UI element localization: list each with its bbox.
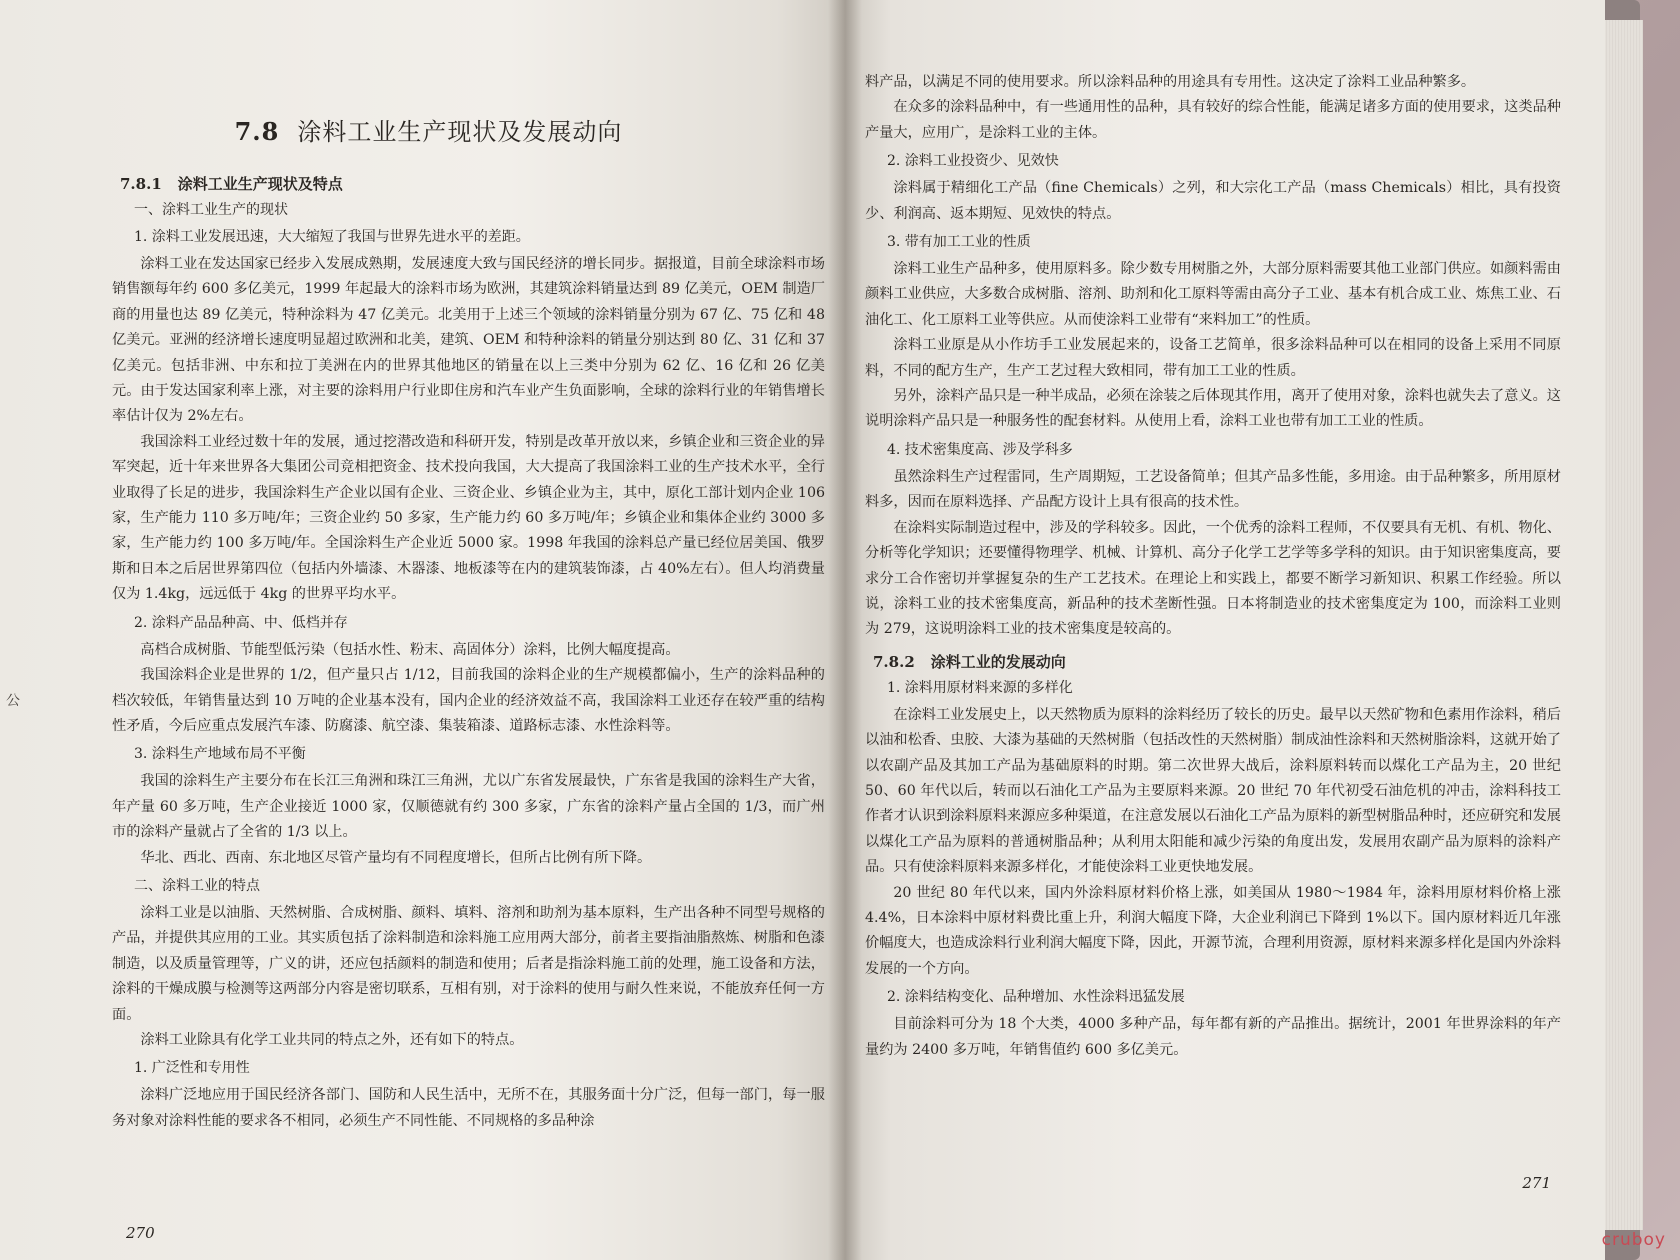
text-heading: 2. 涂料结构变化、品种增加、水性涂料迅猛发展 (887, 989, 1185, 1006)
right-page-body-continued (865, 676, 1561, 1063)
subsection-number: 7.8.1 (120, 175, 162, 193)
text-heading: 2. 涂料产品品种高、中、低档并存 (134, 614, 348, 631)
text-paragraph: 涂料工业除具有化学工业共同的特点之外，还有如下的特点。 (140, 1031, 524, 1048)
subsection-title-text: 涂料工业生产现状及特点 (177, 175, 343, 193)
text-heading: 1. 涂料工业发展迅速，大大缩短了我国与世界先进水平的差距。 (134, 229, 530, 245)
subsection-title-text: 涂料工业的发展动向 (930, 652, 1066, 671)
section-title-text: 涂料工业生产现状及发展动向 (297, 118, 623, 146)
right-page (845, 0, 1605, 1260)
subsection-title (120, 173, 825, 194)
text-heading: 二、涂料工业的特点 (134, 877, 260, 894)
text-paragraph: 在众多的涂料品种中，有一些通用性的品种，具有较好的综合性能，能满足诸多方面的使用要求，这类品种产量大，应用广，是涂料工业的主体。 (865, 99, 1561, 141)
section-number: 7.8 (234, 117, 280, 146)
text-paragraph: 我国涂料企业是世界的 1/2，但产量只占 1/12，目前我国的涂料企业的生产规模都偏小，生产的涂料品种的档次较低，年销售量达到 10 万吨的企业基本没有，国内企业的经济效益不高，我国涂料工业还存在较严重的结构性矛盾，今后应重点发展汽车漆、防腐漆、航空漆、集装箱漆、道路标志漆、水性涂料等。 (112, 667, 825, 734)
text-paragraph: 涂料属于精细化工产品（fine Chemicals）之列，和大宗化工产品（mass Chemicals）相比，具有投资少、利润高、返本期短、见效快的特点。 (865, 180, 1561, 222)
text-paragraph: 涂料广泛地应用于国民经济各部门、国防和人民生活中，无所不在，其服务面十分广泛，但每一部门，每一服务对象对涂料性能的要求各不相同，必须生产不同性能、不同规格的多品种涂 (112, 1087, 825, 1129)
text-heading: 1. 广泛性和专用性 (134, 1060, 250, 1077)
text-heading: 一、涂料工业生产的现状 (134, 202, 288, 218)
book-gutter (828, 0, 862, 1260)
text-paragraph: 高档合成树脂、节能型低污染（包括水性、粉末、高固体分）涂料，比例大幅度提高。 (140, 641, 680, 658)
text-paragraph: 涂料工业在发达国家已经步入发展成熟期，发展速度大致与国民经济的增长同步。据报道，目前全球涂料市场销售额每年约 600 多亿美元，1999 年起最大的涂料市场为欧洲，其建筑涂料销量达到 89 亿美元，OEM 制造厂商的用量也达 89 亿美元，特种涂料为 47 亿美元。北美用于上述三个领域的涂料销量分别为 67 亿、75 亿和 48 亿美元。亚洲的经济增长速度明显超过欧洲和北美，建筑、OEM 和特种涂料的销量分别达到 80 亿、31 亿和 37 亿美元。包括非洲、中东和拉丁美洲在内的世界其他地区的销量在以上三类中分别为 62 亿、16 亿和 26 亿美元。由于发达国家利率上涨，对主要的涂料用户行业即住房和汽车业产生负面影响，全球的涂料行业的年销售增长率估计仅为 2%左右。 (112, 256, 825, 425)
text-paragraph: 涂料工业原是从小作坊手工业发展起来的，设备工艺简单，很多涂料品种可以在相同的设备上采用不同原料，不同的配方生产，生产工艺过程大致相同，带有加工工业的性质。 (865, 337, 1561, 379)
subsection-title (873, 651, 1561, 672)
text-paragraph: 20 世纪 80 年代以来，国内外涂料原材料价格上涨，如美国从 1980～1984 年，涂料用原材料价格上涨 4.4%，日本涂料中原材料费比重上升，利润大幅度下降，大企业利润已下降到 1%以下。国内原材料近几年涨价幅度大，也造成涂料行业利润大幅度下降，因此，开源节流，合理利用资源，原材料来源多样化是国内外涂料发展的一个方向。 (865, 884, 1561, 977)
page-number: 271 (1522, 1174, 1551, 1192)
text-paragraph: 料产品，以满足不同的使用要求。所以涂料品种的用途具有专用性。这决定了涂料工业品种繁多。 (865, 74, 1476, 90)
text-paragraph: 华北、西北、西南、东北地区尽管产量均有不同程度增长，但所占比例有所下降。 (140, 849, 652, 866)
text-paragraph: 我国的涂料生产主要分布在长江三角洲和珠江三角洲，尤以广东省发展最快，广东省是我国的涂料生产大省，年产量 60 多万吨，生产企业接近 1000 家，仅顺德就有约 300 多家，广东省的涂料产量占全国的 1/3，而广州市的涂料产量就占了全省的 1/3 以上。 (112, 773, 825, 841)
text-heading: 3. 带有加工工业的性质 (887, 234, 1031, 251)
right-page-body (865, 70, 1561, 643)
left-page-body (112, 198, 825, 1134)
page-number: 270 (126, 1224, 155, 1242)
side-mark: 公 (6, 693, 20, 709)
text-paragraph: 在涂料实际制造过程中，涉及的学科较多。因此，一个优秀的涂料工程师，不仅要具有无机、有机、物化、分析等化学知识；还要懂得物理学、机械、计算机、高分子化学工艺学等多学科的知识。由于知识密集度高，要求分工合作密切并掌握复杂的生产工艺技术。在理论上和实践上，都要不断学习新知识、积累工作经验。所以说，涂料工业的技术密集度高，新品种的技术垄断性强。日本将制造业的技术密集度定为 100，而涂料工业则为 279，这说明涂料工业的技术密集度是较高的。 (865, 519, 1561, 638)
text-paragraph: 我国涂料工业经过数十年的发展，通过挖潜改造和科研开发，特别是改革开放以来，乡镇企业和三资企业的异军突起，近十年来世界各大集团公司竞相把资金、技术投向我国，大大提高了我国涂料工业的生产技术水平，全行业取得了长足的进步，我国涂料生产企业以国有企业、三资企业、乡镇企业为主，其中，原化工部计划内企业 106 家，生产能力 110 多万吨/年；三资企业约 50 多家，生产能力约 60 多万吨/年；乡镇企业和集体企业约 3000 多家，生产能力约 100 多万吨/年。全国涂料生产企业近 5000 家。1998 年我国的涂料总产量已经位居美国、俄罗斯和日本之后居世界第四位（包括内外墙漆、木器漆、地板漆等在内的建筑装饰漆，占 40%左右）。但人均消费量仅为 1.4kg，远远低于 4kg 的世界平均水平。 (112, 433, 825, 603)
text-paragraph: 涂料工业生产品种多，使用原料多。除少数专用树脂之外，大部分原料需要其他工业部门供应。如颜料需由颜料工业供应，大多数合成树脂、溶剂、助剂和化工原料等需由高分子工业、基本有机合成工业、炼焦工业、石油化工、化工原料工业等供应。从而使涂料工业带有“来料加工”的性质。 (865, 261, 1561, 328)
text-paragraph: 涂料工业是以油脂、天然树脂、合成树脂、颜料、填料、溶剂和助剂为基本原料，生产出各种不同型号规格的产品，并提供其应用的工业。其实质包括了涂料制造和涂料施工应用两大部分，前者主要指油脂熬炼、树脂和色漆制造，以及质量管理等，广义的讲，还应包括颜料的制造和使用；后者是指涂料施工前的处理，施工设备和方法，涂料的干燥成膜与检测等这两部分内容是密切联系，互相有别，对于涂料的使用与耐久性来说，不能放弃任何一方面。 (112, 904, 825, 1023)
text-paragraph: 目前涂料可分为 18 个大类，4000 多种产品，每年都有新的产品推出。据统计，2001 年世界涂料的年产量约为 2400 多万吨，年销售值约 600 多亿美元。 (865, 1016, 1561, 1058)
text-paragraph: 另外，涂料产品只是一种半成品，必须在涂装之后体现其作用，离开了使用对象，涂料也就失去了意义。这说明涂料产品只是一种服务性的配套材料。从使用上看，涂料工业也带有加工工业的性质。 (865, 388, 1561, 430)
section-title (112, 112, 825, 147)
text-paragraph: 在涂料工业发展史上，以天然物质为原料的涂料经历了较长的历史。最早以天然矿物和色素用作涂料，稍后以油和松香、虫胶、大漆为基础的天然树脂（包括改性的天然树脂）制成油性涂料和天然树脂涂料，这就开始了以农副产品及其加工产品为基础原料的时期。第二次世界大战后，涂料原料转而以煤化工产品为主，20 世纪 50、60 年代以后，转而以石油化工产品为主要原料来源。20 世纪 70 年代初受石油危机的冲击，涂料科技工作者才认识到涂料原料来源应多种渠道，在注意发展以石油化工产品为原料的新型树脂品种时，还应研究和发展以煤化工产品为原料的普通树脂品种；从利用太阳能和减少污染的角度出发，发展用农副产品为原料的涂料产品。只有使涂料原料来源多样化，才能使涂料工业更快地发展。 (865, 706, 1561, 876)
subsection-number: 7.8.2 (873, 652, 915, 671)
text-paragraph: 虽然涂料生产过程雷同，生产周期短，工艺设备简单；但其产品多性能，多用途。由于品种繁多，所用原材料多，因而在原料选择、产品配方设计上具有很高的技术性。 (865, 468, 1561, 511)
watermark: cruboy (1601, 1230, 1666, 1250)
text-heading: 2. 涂料工业投资少、见效快 (887, 153, 1059, 170)
text-heading: 3. 涂料生产地域布局不平衡 (134, 746, 306, 763)
text-heading: 4. 技术密集度高、涉及学科多 (887, 441, 1073, 458)
text-heading: 1. 涂料用原材料来源的多样化 (887, 679, 1073, 696)
